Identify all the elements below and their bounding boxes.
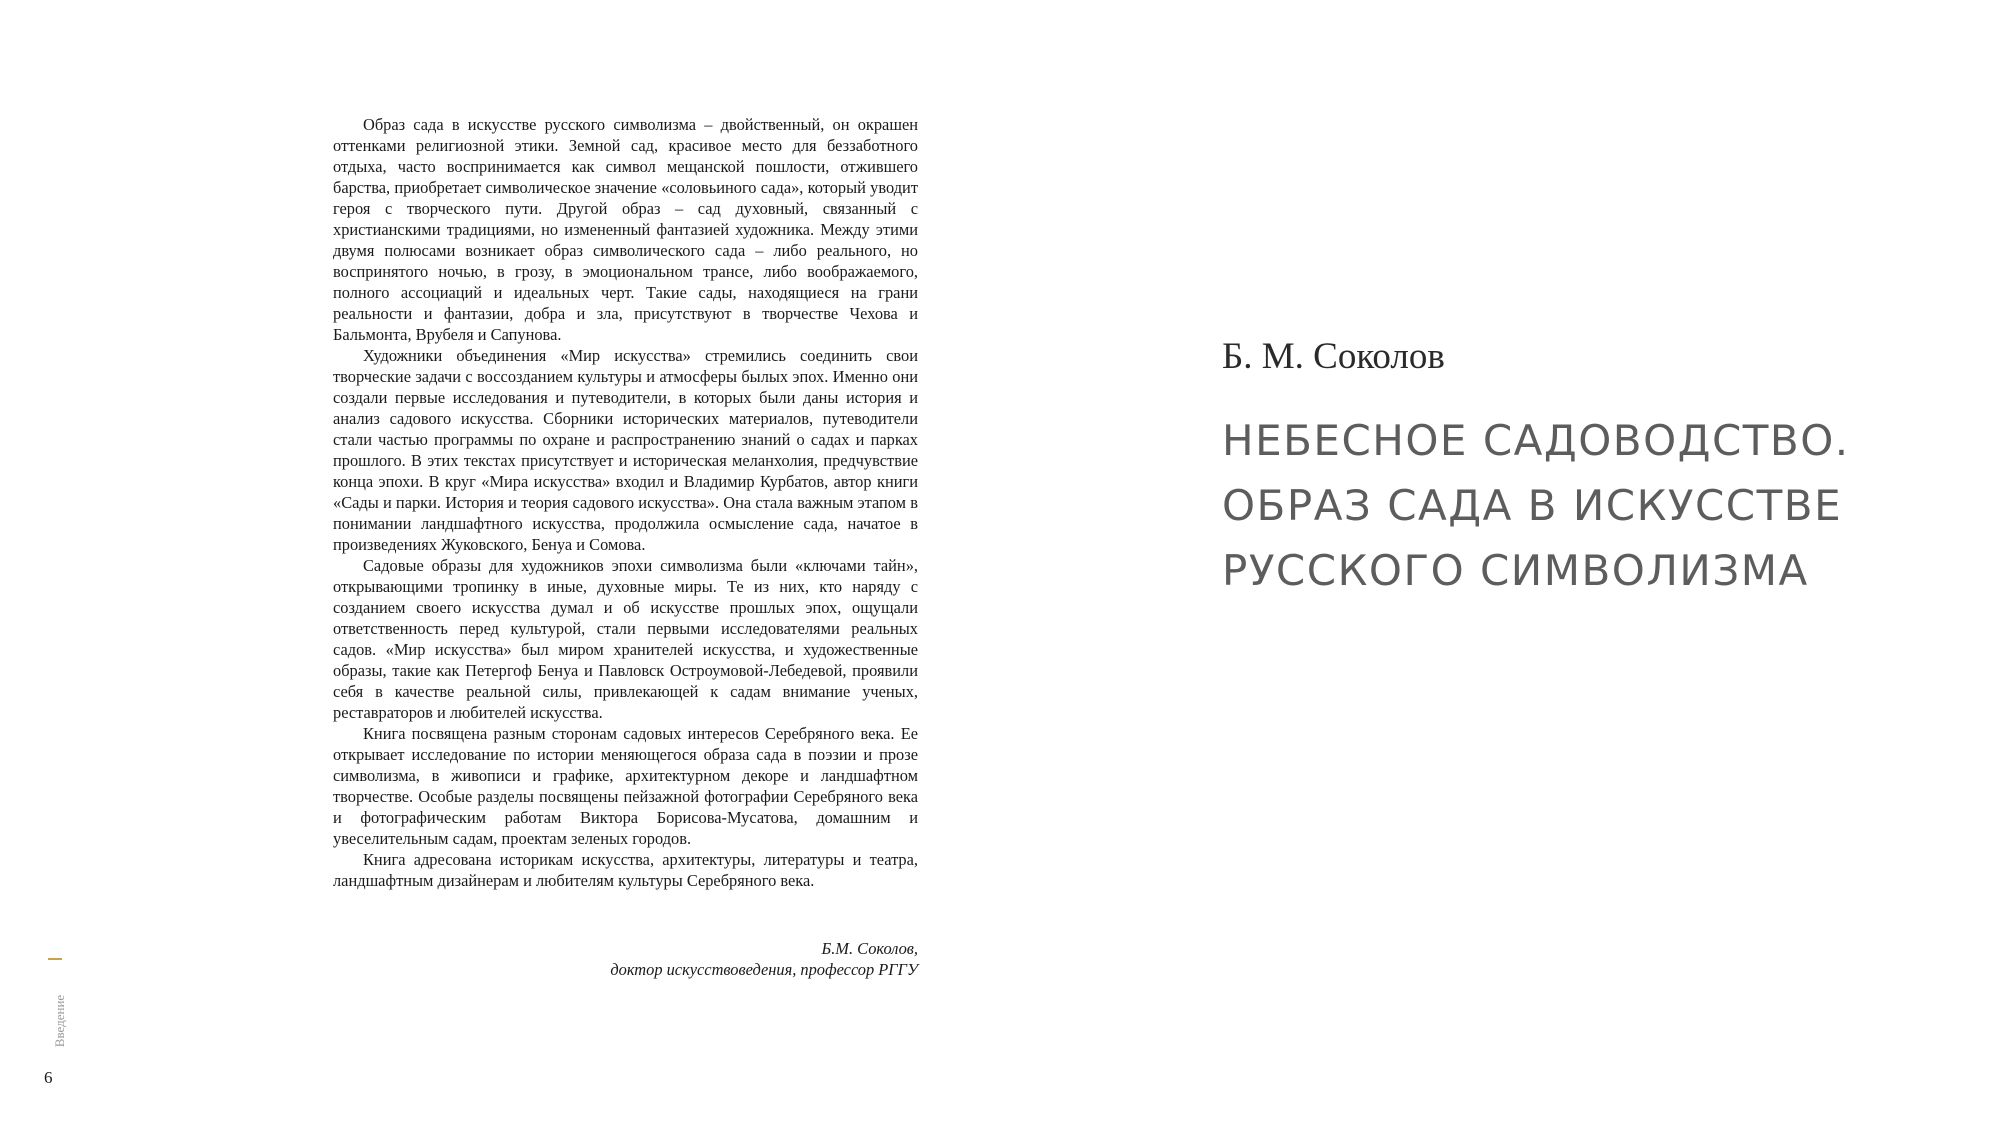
introduction-text [333, 114, 918, 891]
book-title [1222, 408, 1922, 603]
paragraph: Книга посвящена разным сторонам садовых интересов Серебряного века. Ее открывает исследование по истории меняющегося образа сада в поэзии и прозе символизма, в живописи и графике, архитектурном декоре и ландшафтном творчестве. Особые разделы посвящены пейзажной фотографии Серебряного века и фотографическим работам Виктора Борисова-Мусатова, домашним и увеселительным садам, проектам зеленых городов. [333, 724, 918, 848]
signature-credentials: доктор искусствоведения, профессор РГГУ [610, 960, 918, 979]
page-number: 6 [44, 1068, 53, 1087]
running-head-label: Введение [52, 994, 67, 1048]
title-line: НЕБЕСНОЕ САДОВОДСТВО. [1222, 416, 1850, 465]
paragraph: Художники объединения «Мир искусства» стремились соединить свои творческие задачи с воссозданием культуры и атмосферы былых эпох. Именно они создали первые исследования и путеводители, в которых были даны история и анализ садового искусства. Сборники исторических материалов, путеводители стали частью программы по охране и распространению знаний о садах и парках прошлого. В этих текстах присутствует и историческая меланхолия, предчувствие конца эпохи. В круг «Мира искусства» входил и Владимир Курбатов, автор книги «Сады и парки. История и теория садового искусства». Она стала важным этапом в понимании ландшафтного искусства, продолжила осмысление сада, начатое в произведениях Жуковского, Бенуа и Сомова. [333, 346, 918, 554]
title-line: ОБРАЗ САДА В ИСКУССТВЕ [1222, 481, 1843, 530]
signature-name: Б.М. Соколов, [821, 939, 918, 958]
paragraph: Книга адресована историкам искусства, архитектуры, литературы и театра, ландшафтным дизайнерам и любителям культуры Серебряного века. [333, 850, 918, 890]
signature-block [500, 938, 918, 980]
right-page [1000, 0, 2000, 1136]
accent-rule [48, 958, 62, 960]
title-line: РУССКОГО СИМВОЛИЗМА [1222, 546, 1809, 595]
paragraph: Образ сада в искусстве русского символизма – двойственный, он окрашен оттенками религиозной этики. Земной сад, красивое место для беззаботного отдыха, часто воспринимается как символ мещанской пошлости, отжившего барства, приобретает символическое значение «соловьиного сада», который уводит героя с творческого пути. Другой образ – сад духовный, связанный с христианскими традициями, но измененный фантазией художника. Между этими двумя полюсами возникает образ символического сада – либо реального, но воспринятого ночью, в грозу, в эмоциональном трансе, либо воображаемого, полного ассоциаций и идеальных черт. Такие сады, находящиеся на грани реальности и фантазии, добра и зла, присутствуют в творчестве Чехова и Бальмонта, Врубеля и Сапунова. [333, 115, 918, 344]
paragraph: Садовые образы для художников эпохи символизма были «ключами тайн», открывающими тропинку в иные, духовные миры. Те из них, кто наряду с созданием своего искусства думал и об искусстве прошлых эпох, ощущали ответственность перед культурой, стали первыми исследователями реальных садов. «Мир искусства» был миром хранителей искусства, и художественные образы, такие как Петергоф Бенуа и Павловск Остроумовой-Лебедевой, проявили себя в качестве реальной силы, привлекающей к садам внимание ученых, реставраторов и любителей искусства. [333, 556, 918, 722]
author-name: Б. М. Соколов [1222, 336, 1445, 377]
